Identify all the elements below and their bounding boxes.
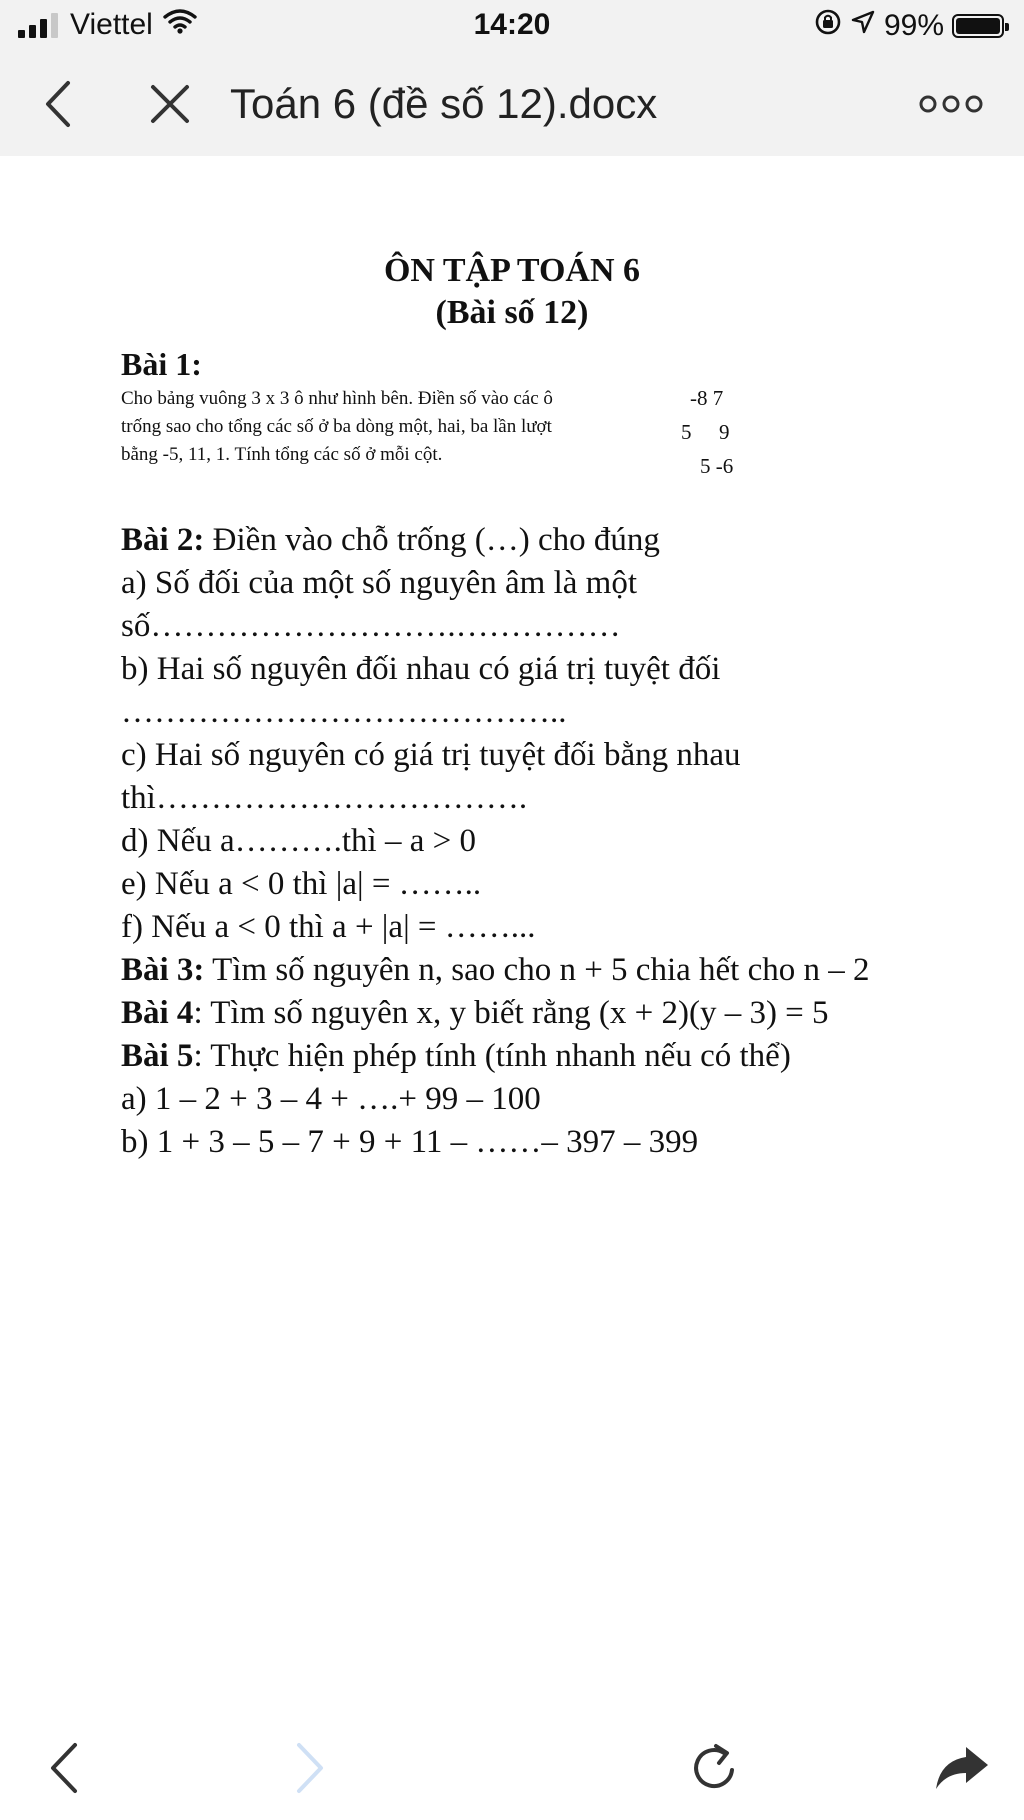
- bai2-line: [121, 522, 660, 559]
- close-button[interactable]: [140, 74, 200, 134]
- more-icon: [918, 94, 984, 114]
- bai1-text-line: Cho bảng vuông 3 x 3 ô như hình bên. Điền số vào các ô: [121, 388, 553, 409]
- bai2-item: …………………………………..: [121, 694, 567, 730]
- bai2-item: e) Nếu a < 0 thì |a| = ……..: [121, 866, 482, 902]
- bai2-item: a) Số đối của một số nguyên âm là một: [121, 565, 637, 601]
- nav-bar: [0, 52, 1024, 156]
- doc-heading: ÔN TẬP TOÁN 6: [383, 252, 640, 289]
- share-icon: [932, 1743, 992, 1793]
- bai3-label: Bài 3:: [121, 952, 205, 988]
- chevron-right-icon: [293, 1741, 327, 1795]
- battery-level: [956, 18, 1000, 34]
- grid-row-1: -8 7: [690, 386, 724, 410]
- status-time: 14:20: [473, 8, 551, 41]
- bai1-label: Bài 1:: [121, 346, 202, 382]
- grid-row-2-b: 9: [719, 420, 730, 444]
- bai1-text-line: bằng -5, 11, 1. Tính tổng các số ở mỗi cột.: [121, 444, 443, 465]
- location-icon: [850, 9, 876, 43]
- orientation-lock-icon: [814, 8, 842, 44]
- bottom-toolbar: [0, 1716, 1024, 1820]
- status-right: [814, 8, 1004, 44]
- battery-icon: [952, 14, 1004, 38]
- bai1-text-line: trống sao cho tổng các số ở ba dòng một, hai, ba lần lượt: [121, 416, 552, 437]
- bai3-text: Tìm số nguyên n, sao cho n + 5 chia hết cho n – 2: [204, 952, 870, 988]
- browser-forward-button[interactable]: [278, 1736, 342, 1800]
- bai2-item: f) Nếu a < 0 thì a + |a| = ……...: [121, 909, 536, 945]
- status-bar: [0, 0, 1024, 52]
- bai5-line: [121, 1038, 791, 1075]
- chevron-left-icon: [47, 1741, 81, 1795]
- bai5-item: b) 1 + 3 – 5 – 7 + 9 + 11 – ……– 397 – 399: [121, 1124, 699, 1160]
- grid-row-2-a: 5: [681, 420, 692, 444]
- bai5-item: a) 1 – 2 + 3 – 4 + ….+ 99 – 100: [121, 1081, 541, 1117]
- reload-icon: [686, 1740, 742, 1796]
- bai4-text: : Tìm số nguyên x, y biết rằng (x + 2)(y – 3) = 5: [193, 995, 829, 1031]
- bai5-label: Bài 5: [121, 1038, 194, 1074]
- back-button[interactable]: [28, 74, 88, 134]
- bai5-text: : Thực hiện phép tính (tính nhanh nếu có thể): [193, 1038, 791, 1074]
- carrier-name: Viettel: [70, 8, 153, 41]
- share-button[interactable]: [930, 1736, 994, 1800]
- document-page: [0, 156, 1024, 1716]
- document-title: Toán 6 (đề số 12).docx: [230, 80, 658, 127]
- battery-percent: 99%: [883, 9, 944, 42]
- close-icon: [148, 82, 192, 126]
- bai2-label: Bài 2:: [121, 522, 205, 558]
- bai2-item: c) Hai số nguyên có giá trị tuyệt đối bằng nhau: [121, 737, 741, 773]
- bai2-item: d) Nếu a……….thì – a > 0: [121, 823, 476, 859]
- grid-row-3: 5 -6: [700, 454, 734, 478]
- doc-subheading: (Bài số 12): [435, 294, 589, 331]
- reload-button[interactable]: [682, 1736, 746, 1800]
- bai2-text: Điền vào chỗ trống (…) cho đúng: [204, 522, 660, 558]
- chevron-left-icon: [38, 79, 78, 129]
- more-button[interactable]: [914, 74, 988, 134]
- bai4-label: Bài 4: [121, 995, 194, 1031]
- bai4-line: [121, 995, 829, 1032]
- browser-back-button[interactable]: [32, 1736, 96, 1800]
- bai2-item: thì…………………………….: [121, 780, 528, 816]
- bai2-item: số……………………….……………: [121, 608, 621, 644]
- bai3-line: [121, 952, 869, 989]
- bai2-item: b) Hai số nguyên đối nhau có giá trị tuyệt đối: [121, 651, 721, 687]
